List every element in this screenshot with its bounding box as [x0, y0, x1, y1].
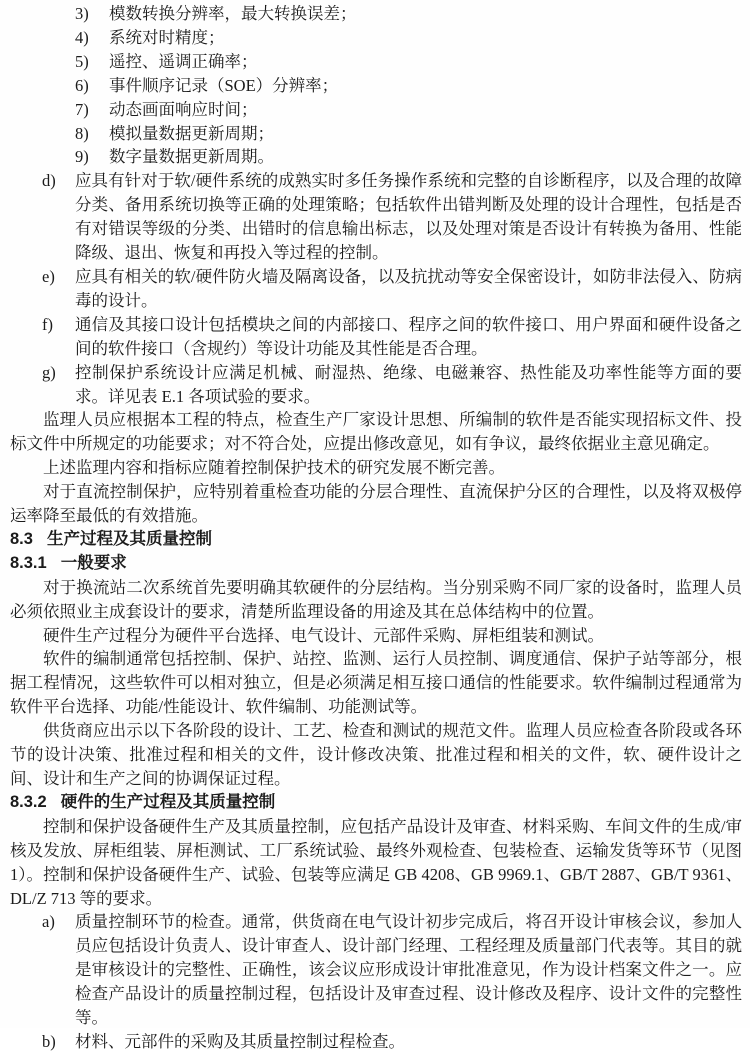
section-heading	[10, 791, 742, 815]
item-marker: g)	[42, 362, 56, 382]
item-text: 控制保护系统设计应满足机械、耐湿热、绝缘、电磁兼容、热性能及功率性能等方面的要求。详见表 E.1 各项试验的要求。	[75, 362, 742, 406]
item-text: 材料、元部件的采购及其质量控制过程检查。	[75, 1031, 405, 1051]
clause-item	[10, 1030, 742, 1054]
numbered-list-item	[10, 98, 742, 122]
item-marker: 3)	[75, 4, 89, 23]
clause-item	[10, 361, 742, 409]
numbered-list-item	[10, 26, 742, 50]
clause-item	[10, 313, 742, 361]
paragraph: 对于直流控制保护，应特别着重检查功能的分层合理性、直流保护分区的合理性，以及将双极停运率降至最低的有效措施。	[10, 482, 742, 526]
item-text: 遥控、遥调正确率；	[109, 51, 258, 71]
item-text: 质量控制环节的检查。通常，供货商在电气设计初步完成后，将召开设计审核会议，参加人员应包括设计负责人、设计审查人、设计部门经理、工程经理及质量部门代表等。其目的就是审核设计的完整性、正确性，该会议应形成设计审批准意见，作为设计档案文件之一。应检查产品设计的质量控制过程，包括设计及审查过程、设计修改及程序、设计文件的完整性等。	[75, 912, 742, 1028]
clause-item	[10, 910, 742, 1030]
item-marker: d)	[42, 171, 56, 191]
paragraph: 对于换流站二次系统首先要明确其软硬件的分层结构。当分别采购不同厂家的设备时，监理人员必须依照业主成套设计的要求，清楚所监理设备的用途及其在总体结构中的位置。	[10, 577, 742, 621]
section-number: 8.3.1	[10, 553, 47, 572]
paragraph: 上述监理内容和指标应随着控制保护技术的研究发展不断完善。	[43, 458, 505, 478]
item-text: 系统对时精度；	[109, 27, 225, 47]
paragraph: 软件的编制通常包括控制、保护、站控、监测、运行人员控制、调度通信、保护子站等部分，根据工程情况，这些软件可以相对独立，但是必须满足相互接口通信的性能要求。软件编制过程通常为软件平台选择、功能/性能设计、软件编制、功能测试等。	[10, 649, 742, 717]
item-text: 动态画面响应时间；	[109, 99, 258, 119]
section-number: 8.3.2	[10, 792, 47, 811]
item-text: 通信及其接口设计包括模块之间的内部接口、程序之间的软件接口、用户界面和硬件设备之间的软件接口（含规约）等设计功能及其性能是否合理。	[75, 314, 742, 358]
item-text: 模数转换分辨率，最大转换误差；	[109, 4, 357, 23]
section-title: 一般要求	[60, 553, 127, 572]
clause-item	[10, 265, 742, 313]
item-marker: 7)	[75, 99, 89, 119]
item-marker: 6)	[75, 75, 89, 95]
item-marker: a)	[42, 912, 55, 932]
item-text: 模拟量数据更新周期；	[109, 123, 274, 143]
paragraph: 供货商应出示以下各阶段的设计、工艺、检查和测试的规范文件。监理人员应检查各阶段或各环节的设计决策、批准过程和相关的文件，设计修改决策、批准过程和相关的文件，软、硬件设计之间、设计和生产之间的协调保证过程。	[10, 721, 742, 788]
item-marker: e)	[42, 266, 55, 286]
item-text: 应具有相关的软/硬件防火墙及隔离设备，以及抗扰动等安全保密设计，如防非法侵入、防病毒的设计。	[75, 266, 742, 310]
item-marker: b)	[42, 1031, 56, 1051]
numbered-list-item	[10, 145, 742, 169]
item-text: 事件顺序记录（SOE）分辨率；	[109, 75, 339, 95]
item-text: 应具有针对于软/硬件系统的成熟实时多任务操作系统和完整的自诊断程序，以及合理的故障分类、备用系统切换等正确的处理策略；包括软件出错判断及处理的设计合理性，包括是否有对错误等级的分类、出错时的信息输出标志，以及处理对策是否设计有转换为备用、性能降级、退出、恢复和再投入等过程的控制。	[75, 171, 742, 263]
item-marker: f)	[42, 314, 53, 334]
numbered-list-item	[10, 74, 742, 98]
numbered-list-item	[10, 122, 742, 146]
numbered-list-item	[10, 2, 742, 26]
section-heading	[10, 552, 742, 576]
paragraph: 控制和保护设备硬件生产及其质量控制，应包括产品设计及审查、材料采购、车间文件的生成/审核及发放、屏柜组装、屏柜测试、工厂系统试验、最终外观检查、包装检查、运输发货等环节（见图 1）。控制和保护设备硬件生产、试验、包装等应满足 GB 4208、GB 9969.1、GB/T 2887、GB/T 9361、DL/Z 713 等的要求。	[10, 816, 742, 908]
item-marker: 5)	[75, 51, 89, 71]
numbered-list-item	[10, 50, 742, 74]
section-title: 硬件的生产过程及其质量控制	[60, 792, 276, 811]
section-number: 8.3	[10, 529, 33, 548]
paragraph: 监理人员应根据本工程的特点，检查生产厂家设计思想、所编制的软件是否能实现招标文件、投标文件中所规定的功能要求；对不符合处，应提出修改意见，如有争议，最终依据业主意见确定。	[10, 410, 742, 454]
item-marker: 4)	[75, 27, 89, 47]
item-text: 数字量数据更新周期。	[109, 147, 274, 167]
paragraph: 硬件生产过程分为硬件平台选择、电气设计、元部件采购、屏柜组装和测试。	[43, 625, 604, 645]
clause-item	[10, 169, 742, 265]
section-title: 生产过程及其质量控制	[46, 529, 212, 548]
item-marker: 9)	[75, 147, 89, 167]
item-marker: 8)	[75, 123, 89, 143]
section-heading	[10, 528, 742, 552]
